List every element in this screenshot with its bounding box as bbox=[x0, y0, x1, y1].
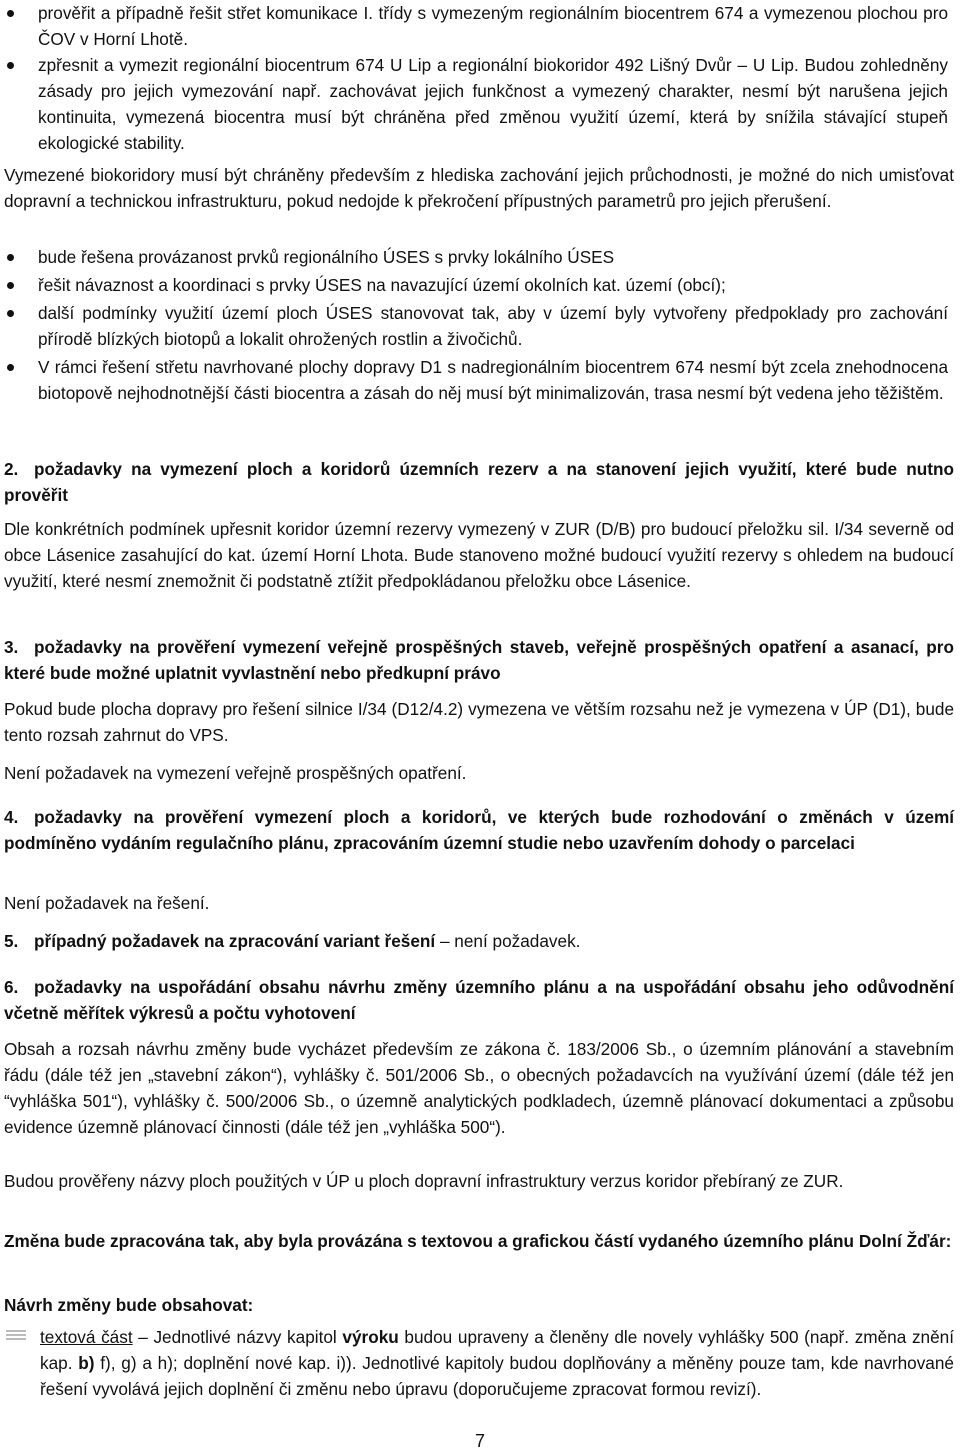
list-item: bude řešena provázanost prvků regionálního ÚSES s prvky lokálního ÚSES bbox=[4, 244, 954, 270]
section-6-contents-label: Návrh změny bude obsahovat: bbox=[4, 1295, 254, 1315]
list-item: V rámci řešení střetu navrhované plochy dopravy D1 s nadregionálním biocentrem 674 nesmí být zcela znehodnocena biotopově nejhodnotnější části biocentra a zásah do něj musí být minimalizován, trasa nesmí být vedena jeho těžištěm. bbox=[4, 354, 954, 406]
page-number: 7 bbox=[474, 1431, 485, 1451]
section-6-body-2: Budou prověřeny názvy ploch použitých v ÚP u ploch dopravní infrastruktury verzus koridor přebíraný ze ZUR. bbox=[4, 1171, 844, 1191]
paragraph-biokoridory: Vymezené biokoridory musí být chráněny především z hlediska zachování jejich průchodnosti, je možné do nich umisťovat dopravní a technickou infrastrukturu, pokud nedojde k překročení přípustných parametrů pro jejich přerušení. bbox=[4, 165, 954, 211]
contents-item-textova-cast: textová část – Jednotlivé názvy kapitol výroku budou upraveny a členěny dle novely vyhlášky 500 (např. změna znění kap. b) f), g) a h); doplnění nové kap. i)). Jednotlivé kapitoly budou doplňovány a měněny pouze tam, kde navrhované řešení vyvolává jejich doplnění či změnu nebo úpravu (doporučujeme zpracovat formou revizí). bbox=[4, 1324, 954, 1402]
section-2-heading: 2. požadavky na vymezení ploch a koridorů územních rezerv a na stanovení jejich využití, které bude nutno prověřit bbox=[4, 459, 954, 505]
list-item: prověřit a případně řešit střet komunikace I. třídy s vymezeným regionálním biocentrem 674 a vymezenou plochou pro ČOV v Horní Lhotě. bbox=[4, 0, 954, 52]
section-6-bold-paragraph: Změna bude zpracována tak, aby byla provázána s textovou a grafickou částí vydaného územního plánu Dolní Žďár: bbox=[4, 1231, 952, 1251]
list-item: řešit návaznost a koordinaci s prvky ÚSES na navazující území okolních kat. území (obcí); bbox=[4, 272, 954, 298]
bullet-list-top bbox=[4, 0, 954, 156]
section-6-heading: 6. požadavky na uspořádání obsahu návrhu změny územního plánu a na uspořádání obsahu jeho odůvodnění včetně měřítek výkresů a počtu vyhotovení bbox=[4, 977, 954, 1023]
list-item: zpřesnit a vymezit regionální biocentrum 674 U Lip a regionální biokoridor 492 Lišný Dvůr – U Lip. Budou zohledněny zásady pro jejich vymezování např. zachovávat jejich funkčnost a vymezený charakter, nesmí být narušena jejich kontinuita, vymezená biocentra musí být chráněna před změnou využití území, která by snížila stávající stupeň ekologické stability. bbox=[4, 52, 954, 156]
section-4-heading: 4. požadavky na prověření vymezení ploch a koridorů, ve kterých bude rozhodování o změnách v území podmíněno vydáním regulačního plánu, zpracováním územní studie nebo uzavřením dohody o parcelaci bbox=[4, 807, 954, 853]
list-item: další podmínky využití území ploch ÚSES stanovovat tak, aby v území byly vytvořeny předpoklady pro zachování přírodě blízkých biotopů a lokalit ohrožených rostlin a živočichů. bbox=[4, 300, 954, 352]
section-2-body: Dle konkrétních podmínek upřesnit koridor územní rezervy vymezený v ZUR (D/B) pro budoucí přeložku sil. I/34 severně od obce Lásenice zasahující do kat. území Horní Lhota. Bude stanoveno možné budoucí využití rezervy s ohledem na budoucí využití, které nesmí znemožnit či podstatně ztížit předpokládanou přeložku obce Lásenice. bbox=[4, 519, 954, 591]
bullet-icon bbox=[7, 282, 14, 289]
section-4-body: Není požadavek na řešení. bbox=[4, 893, 210, 913]
bullet-icon bbox=[7, 310, 14, 317]
bullet-list-mid bbox=[4, 244, 954, 406]
bullet-icon bbox=[7, 10, 14, 17]
section-3-body-1: Pokud bude plocha dopravy pro řešení silnice I/34 (D12/4.2) vymezena ve větším rozsahu než je vymezena v ÚP (D1), bude tento rozsah zahrnut do VPS. bbox=[4, 699, 954, 745]
bullet-icon bbox=[7, 364, 14, 371]
bullet-icon bbox=[7, 254, 14, 261]
bullet-icon bbox=[7, 62, 14, 69]
list-marker-icon bbox=[6, 1330, 26, 1343]
section-3-heading: 3. požadavky na prověření vymezení veřejně prospěšných staveb, veřejně prospěšných opatření a asanací, pro které bude možné uplatnit vyvlastnění nebo předkupní právo bbox=[4, 637, 954, 683]
section-3-body-2: Není požadavek na vymezení veřejně prospěšných opatření. bbox=[4, 763, 467, 783]
section-5-heading: 5. případný požadavek na zpracování variant řešení – není požadavek. bbox=[4, 931, 581, 951]
section-6-body-1: Obsah a rozsah návrhu změny bude vycházet především ze zákona č. 183/2006 Sb., o územním plánování a stavebním řádu (dále též jen „stavební zákon“), vyhlášky č. 501/2006 Sb., o obecných požadavcích na využívání území (dále též jen “vyhláška 501“), vyhlášky č. 500/2006 Sb., o územně analytických podkladech, územně plánovací dokumentaci a způsobu evidence územně plánovací činnosti (dále též jen „vyhláška 500“). bbox=[4, 1039, 954, 1137]
